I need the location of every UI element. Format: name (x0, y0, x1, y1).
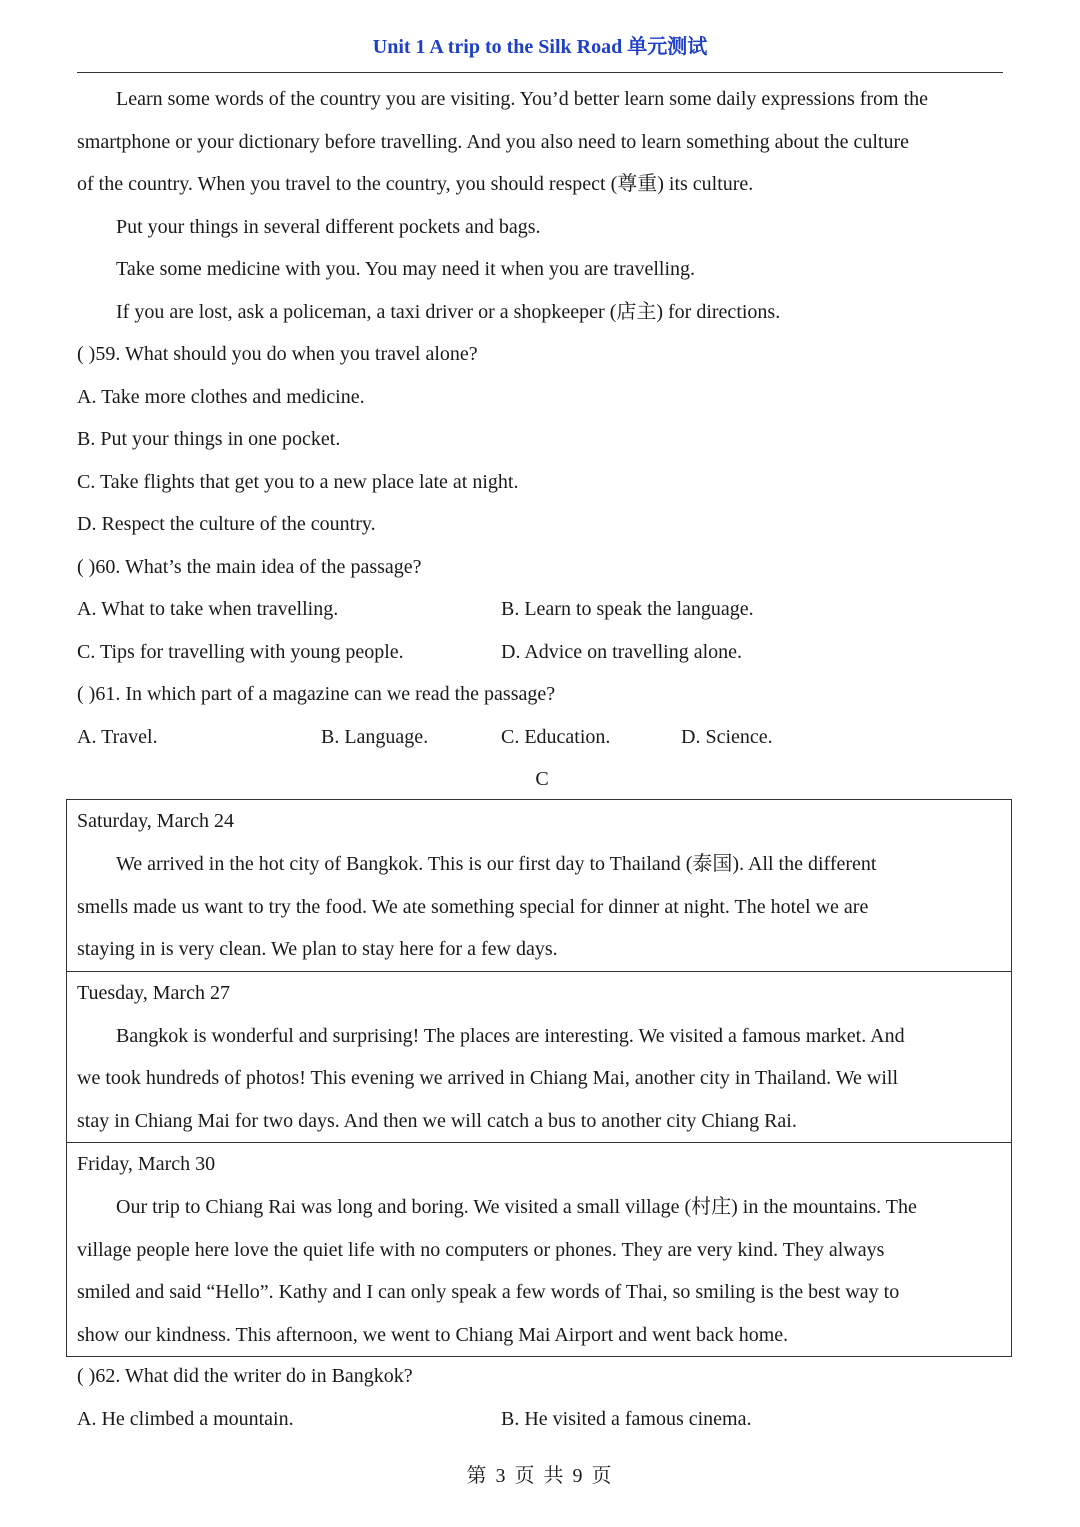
question-59-option-d: D. Respect the culture of the country. (77, 513, 376, 535)
diary-line: village people here love the quiet life with no computers or phones. They are very kind. They always (77, 1238, 885, 1261)
question-62-option-a: A. He climbed a mountain. (77, 1407, 294, 1430)
diary-date: Saturday, March 24 (77, 810, 234, 832)
diary-line: Bangkok is wonderful and surprising! The places are interesting. We visited a famous market. And (116, 1024, 905, 1047)
page-number: 第 3 页 共 9 页 (466, 1465, 614, 1487)
question-61-option-a: A. Travel. (77, 725, 158, 748)
question-60-options-row-2 (77, 631, 1007, 674)
diary-line: smiled and said “Hello”. Kathy and I can only speak a few words of Thai, so smiling is the best way to (77, 1281, 900, 1303)
diary-line: Our trip to Chiang Rai was long and boring. We visited a small village (村庄) in the mountains. The (116, 1196, 917, 1218)
question-61-option-b: B. Language. (321, 725, 429, 748)
question-62-block (77, 1355, 1007, 1440)
question-62-stem: ( )62. What did the writer do in Bangkok? (77, 1365, 413, 1387)
diary-table (66, 799, 1012, 1357)
paragraph-line: Learn some words of the country you are visiting. You’d better learn some daily expressions from the (116, 88, 929, 110)
diary-entry-saturday (67, 800, 1011, 971)
diary-date: Friday, March 30 (77, 1153, 216, 1175)
question-59-option-b: B. Put your things in one pocket. (77, 428, 341, 450)
question-61-stem: ( )61. In which part of a magazine can we read the passage? (77, 683, 556, 705)
diary-line: staying in is very clean. We plan to stay here for a few days. (77, 938, 558, 960)
question-61-options-row (77, 716, 1007, 759)
question-60-option-b: B. Learn to speak the language. (501, 598, 754, 620)
document-header: Unit 1 A trip to the Silk Road 单元测试 (372, 36, 708, 58)
question-59-stem: ( )59. What should you do when you travel alone? (77, 343, 478, 365)
diary-entry-friday (67, 1142, 1011, 1356)
question-60-option-c: C. Tips for travelling with young people. (77, 640, 404, 663)
paragraph-line: of the country. When you travel to the country, you should respect (尊重) its culture. (77, 173, 754, 195)
diary-line: show our kindness. This afternoon, we went to Chiang Mai Airport and went back home. (77, 1323, 789, 1346)
paragraph-line: If you are lost, ask a policeman, a taxi driver or a shopkeeper (店主) for directions. (116, 300, 781, 323)
diary-entry-tuesday (67, 971, 1011, 1143)
diary-line: We arrived in the hot city of Bangkok. This is our first day to Thailand (泰国). All the different (116, 853, 877, 875)
question-60-option-d: D. Advice on travelling alone. (501, 640, 743, 663)
diary-line: stay in Chiang Mai for two days. And then we will catch a bus to another city Chiang Rai. (77, 1109, 797, 1132)
passage-b (77, 78, 1007, 801)
diary-line: we took hundreds of photos! This evening we arrived in Chiang Mai, another city in Thailand. We will (77, 1067, 899, 1089)
question-60-option-a: A. What to take when travelling. (77, 598, 339, 620)
diary-line: smells made us want to try the food. We ate something special for dinner at night. The hotel we are (77, 895, 869, 918)
question-61-option-d: D. Science. (681, 725, 773, 748)
header-divider (77, 72, 1003, 73)
question-62-options-row (77, 1398, 1007, 1441)
paragraph-line: Put your things in several different pockets and bags. (116, 215, 541, 238)
question-61-option-c: C. Education. (501, 725, 611, 748)
question-59-option-c: C. Take flights that get you to a new place late at night. (77, 470, 519, 493)
paragraph-line: smartphone or your dictionary before travelling. And you also need to learn something about the culture (77, 130, 909, 153)
section-c-label: C (535, 768, 549, 790)
question-62-option-b: B. He visited a famous cinema. (501, 1407, 752, 1430)
question-60-options-row-1 (77, 588, 1007, 631)
paragraph-line: Take some medicine with you. You may need it when you are travelling. (116, 258, 696, 280)
diary-date: Tuesday, March 27 (77, 981, 230, 1004)
question-60-stem: ( )60. What’s the main idea of the passage? (77, 555, 422, 578)
question-59-option-a: A. Take more clothes and medicine. (77, 385, 365, 408)
